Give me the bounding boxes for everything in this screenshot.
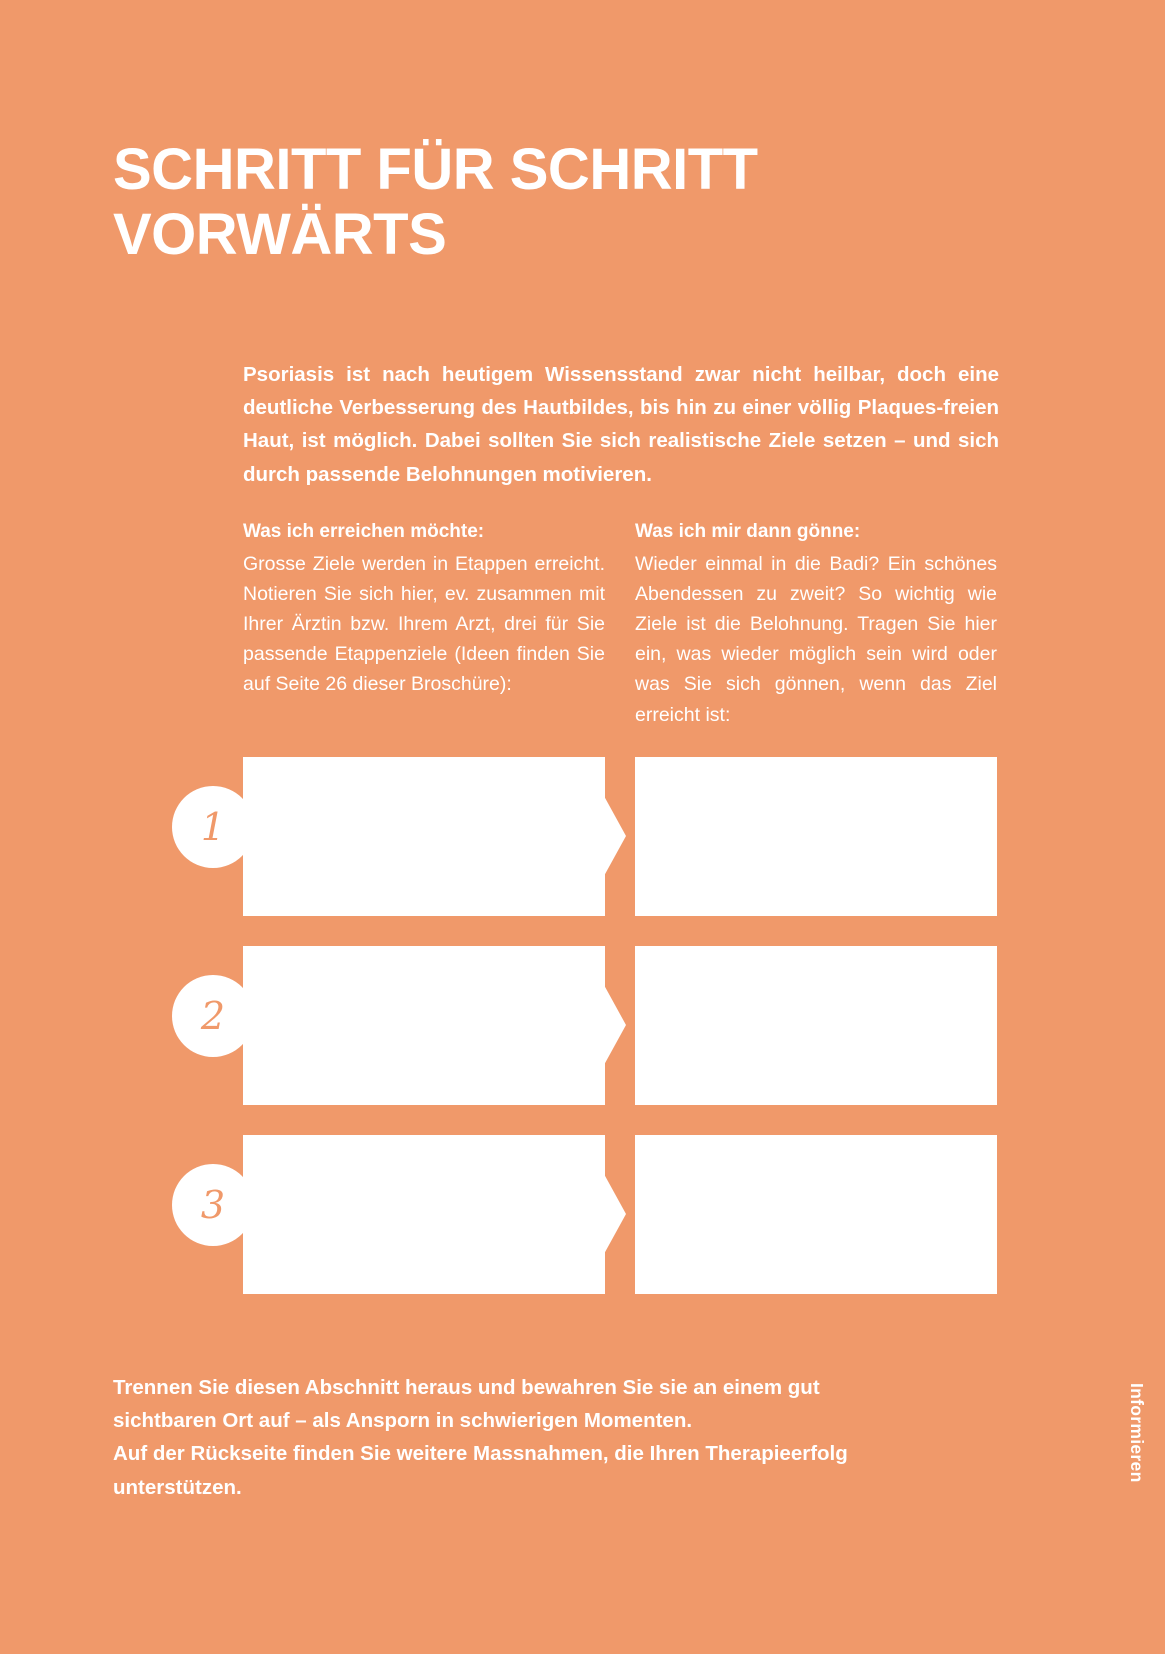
- reward-input-3[interactable]: [635, 1135, 997, 1294]
- column-rewards-heading: Was ich mir dann gönne:: [635, 521, 861, 542]
- footer-line-2: sichtbaren Ort auf – als Ansporn in schwierigen Momenten.: [113, 1409, 693, 1433]
- goal-input-1[interactable]: [243, 757, 605, 916]
- arrow-right-icon: [604, 985, 626, 1065]
- page-title-line-1: SCHRITT FÜR SCHRITT: [113, 137, 758, 202]
- row-number-badge: 1: [172, 786, 254, 868]
- column-rewards: [635, 518, 997, 730]
- goal-row: [0, 757, 1165, 916]
- footer-note: [113, 1371, 993, 1504]
- row-number-badge: 2: [172, 975, 254, 1057]
- row-number-badge: 3: [172, 1164, 254, 1246]
- page-title: [113, 138, 913, 268]
- goal-rows: [0, 757, 1165, 1324]
- footer-line-3: Auf der Rückseite finden Sie weitere Massnahmen, die Ihren Therapieerfolg: [113, 1442, 848, 1466]
- arrow-right-icon: [604, 796, 626, 876]
- goal-input-3[interactable]: [243, 1135, 605, 1294]
- arrow-right-icon: [604, 1174, 626, 1254]
- page-title-line-2: VORWÄRTS: [113, 201, 447, 267]
- reward-input-2[interactable]: [635, 946, 997, 1105]
- goal-row: [0, 1135, 1165, 1294]
- column-goals-heading: Was ich erreichen möchte:: [243, 521, 485, 542]
- column-goals-body: Grosse Ziele werden in Etappen erreicht. Notieren Sie sich hier, ev. zusammen mit Ihrer Ärztin bzw. Ihrem Arzt, drei für Sie passende Etappenziele (Ideen finden Sie auf Seite 26 dieser Broschüre):: [243, 552, 605, 696]
- section-tab-label: Informieren: [1127, 1383, 1147, 1483]
- column-rewards-body: Wieder einmal in die Badi? Ein schönes Abendessen zu zweit? So wichtig wie Ziele ist die Belohnung. Tragen Sie hier ein, was wieder möglich sein wird oder was Sie sich gönnen, wenn das Ziel erreicht ist:: [635, 552, 997, 726]
- reward-input-1[interactable]: [635, 757, 997, 916]
- column-goals: [243, 518, 605, 700]
- intro-paragraph: Psoriasis ist nach heutigem Wissensstand zwar nicht heilbar, doch eine deutliche Verbesserung des Hautbildes, bis hin zu einer völlig Plaques-freien Haut, ist möglich. Dabei sollten Sie sich realistische Ziele setzen – und sich durch passende Belohnungen motivieren.: [243, 363, 999, 486]
- goal-row: [0, 946, 1165, 1105]
- footer-line-4: unterstützen.: [113, 1475, 242, 1499]
- footer-line-1: Trennen Sie diesen Abschnitt heraus und bewahren Sie sie an einem gut: [113, 1376, 820, 1399]
- goal-input-2[interactable]: [243, 946, 605, 1105]
